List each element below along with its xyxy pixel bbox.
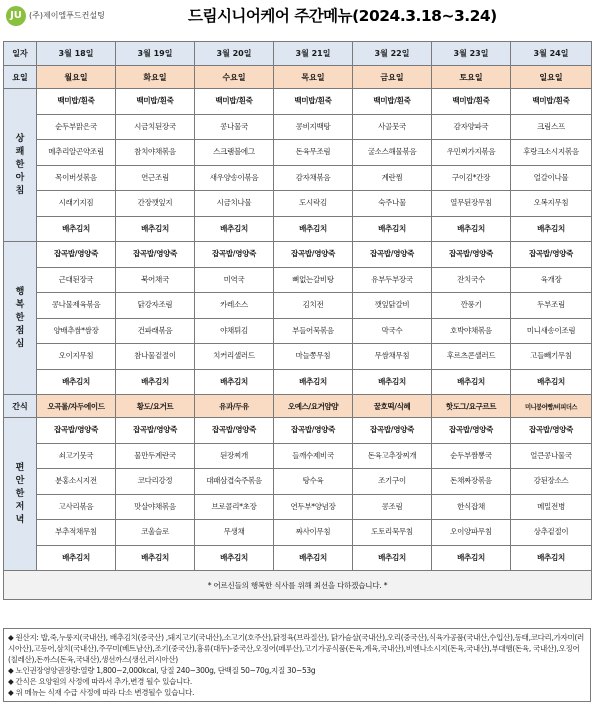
company-logo-icon: JU — [6, 6, 26, 26]
date-cell: 3월 19일 — [116, 42, 195, 66]
dinner-dish: 배추김치 — [432, 545, 511, 571]
dinner-dish: 한식잡채 — [432, 494, 511, 520]
dinner-dish: 배추김치 — [37, 545, 116, 571]
breakfast-dish: 숙주나물 — [353, 191, 432, 217]
lunch-dish: 호박야채볶음 — [432, 318, 511, 344]
notice-row — [4, 571, 592, 600]
breakfast-dish: 콩나물국 — [195, 114, 274, 140]
day-cell: 화요일 — [116, 66, 195, 89]
lunch-dish: 후르츠콘샐러드 — [432, 344, 511, 370]
dinner-dish: 부추적채무침 — [37, 520, 116, 546]
breakfast-row — [4, 89, 592, 115]
date-cell: 3월 20일 — [195, 42, 274, 66]
lunch-row — [4, 267, 592, 293]
breakfast-dish: 연근조림 — [116, 165, 195, 191]
lunch-dish: 잡곡밥/영양죽 — [432, 242, 511, 268]
breakfast-dish: 백미밥/흰죽 — [274, 89, 353, 115]
breakfast-dish: 배추김치 — [195, 216, 274, 242]
lunch-dish: 콩나물제육볶음 — [37, 293, 116, 319]
dinner-dish: 연두부*양념장 — [274, 494, 353, 520]
dinner-dish: 짜사이무침 — [274, 520, 353, 546]
breakfast-row — [4, 216, 592, 242]
dinner-dish: 맛살야채볶음 — [116, 494, 195, 520]
breakfast-dish: 후랑크소시지볶음 — [511, 140, 592, 166]
snack-cell: 미니붕어빵/비피더스 — [511, 395, 592, 418]
day-cell: 토요일 — [432, 66, 511, 89]
dinner-dish: 쇠고기뭇국 — [37, 443, 116, 469]
snack-cell: 핫도그/요구르트 — [432, 395, 511, 418]
lunch-dish: 건파래볶음 — [116, 318, 195, 344]
breakfast-dish: 얼갈이나물 — [511, 165, 592, 191]
breakfast-dish: 참치야채볶음 — [116, 140, 195, 166]
lunch-dish: 잡곡밥/영양죽 — [274, 242, 353, 268]
dinner-dish: 잡곡밥/영양죽 — [274, 418, 353, 444]
lunch-dish: 치커리샐러드 — [195, 344, 274, 370]
snack-cell: 오곡롤/자두에이드 — [37, 395, 116, 418]
lunch-dish: 배추김치 — [511, 369, 592, 395]
dinner-dish: 잡곡밥/영양죽 — [116, 418, 195, 444]
date-cell: 3월 22일 — [353, 42, 432, 66]
day-cell: 월요일 — [37, 66, 116, 89]
dinner-dish: 된장찌개 — [195, 443, 274, 469]
breakfast-dish: 배추김치 — [511, 216, 592, 242]
lunch-dish: 무쌈채무침 — [353, 344, 432, 370]
lunch-dish: 배추김치 — [116, 369, 195, 395]
breakfast-dish: 배추김치 — [37, 216, 116, 242]
date-cell: 3월 24일 — [511, 42, 592, 66]
lunch-dish: 배추김치 — [37, 369, 116, 395]
lunch-dish: 배추김치 — [195, 369, 274, 395]
breakfast-dish: 간장깻잎지 — [116, 191, 195, 217]
lunch-dish: 카레소스 — [195, 293, 274, 319]
lunch-dish: 양배추쌈*쌈장 — [37, 318, 116, 344]
dinner-dish: 코울슬로 — [116, 520, 195, 546]
lunch-dish: 미역국 — [195, 267, 274, 293]
dinner-dish: 분홍소시지전 — [37, 469, 116, 495]
dinner-row — [4, 469, 592, 495]
lunch-dish: 유부두부장국 — [353, 267, 432, 293]
dinner-row — [4, 443, 592, 469]
dinner-dish: 잡곡밥/영양죽 — [195, 418, 274, 444]
dinner-dish: 대패삼겹숙주볶음 — [195, 469, 274, 495]
snack-label: 간식 — [4, 395, 37, 418]
snack-cell: 꿀호떡/식혜 — [353, 395, 432, 418]
dinner-dish: 배추김치 — [274, 545, 353, 571]
day-cell: 금요일 — [353, 66, 432, 89]
lunch-dish: 미니새송이조림 — [511, 318, 592, 344]
breakfast-dish: 백미밥/흰죽 — [353, 89, 432, 115]
date-cell: 3월 18일 — [37, 42, 116, 66]
page-title: 드림시니어케어 주간메뉴(2024.3.18~3.24) — [188, 7, 497, 25]
breakfast-dish: 새우양송이볶음 — [195, 165, 274, 191]
snack-row — [4, 395, 592, 418]
date-cell: 3월 23일 — [432, 42, 511, 66]
breakfast-dish: 굴소스해물볶음 — [353, 140, 432, 166]
breakfast-dish: 구이김*간장 — [432, 165, 511, 191]
breakfast-dish: 배추김치 — [432, 216, 511, 242]
menu-change-note: ◆ 위 메뉴는 식재 수급 사정에 따라 다소 변경될수 있습니다. — [8, 688, 195, 697]
day-cell: 일요일 — [511, 66, 592, 89]
nutrition-text: ◆ 노인권장영양권장량:열량 1,800~2,000kcal, 당질 240~300g, 단백질 50~70g,지질 30~53g — [8, 666, 316, 675]
snack-cell: 오예스/요거얌얌 — [274, 395, 353, 418]
info-footer — [3, 628, 591, 702]
notice-text: * 어르신들의 행복한 식사를 위해 최선을 다하겠습니다. * — [4, 571, 592, 600]
dinner-dish: 배추김치 — [353, 545, 432, 571]
lunch-dish: 육개장 — [511, 267, 592, 293]
breakfast-dish: 열무된장무침 — [432, 191, 511, 217]
weekly-menu-table — [3, 41, 592, 600]
breakfast-dish: 시금치나물 — [195, 191, 274, 217]
lunch-label: 행 복 한 점 심 — [4, 242, 37, 395]
breakfast-dish: 배추김치 — [353, 216, 432, 242]
breakfast-dish: 우민찌가지볶음 — [432, 140, 511, 166]
lunch-dish: 잔치국수 — [432, 267, 511, 293]
dinner-dish: 탕수육 — [274, 469, 353, 495]
page-header — [0, 0, 595, 32]
breakfast-row — [4, 114, 592, 140]
dinner-row — [4, 545, 592, 571]
dinner-dish: 조기구이 — [353, 469, 432, 495]
breakfast-dish: 배추김치 — [274, 216, 353, 242]
date-cell: 3월 21일 — [274, 42, 353, 66]
dinner-row — [4, 494, 592, 520]
breakfast-dish: 스크램블에그 — [195, 140, 274, 166]
dinner-dish: 배추김치 — [195, 545, 274, 571]
dinner-dish: 코다리강정 — [116, 469, 195, 495]
lunch-dish: 배추김치 — [274, 369, 353, 395]
dinner-label: 편 안 한 저 녁 — [4, 418, 37, 571]
breakfast-row — [4, 191, 592, 217]
dinner-dish: 도토리묵무침 — [353, 520, 432, 546]
breakfast-dish: 목이버섯볶음 — [37, 165, 116, 191]
breakfast-dish: 콩비지백탕 — [274, 114, 353, 140]
dinner-dish: 강된장소스 — [511, 469, 592, 495]
breakfast-dish: 백미밥/흰죽 — [195, 89, 274, 115]
breakfast-dish: 백미밥/흰죽 — [37, 89, 116, 115]
snack-cell: 유과/두유 — [195, 395, 274, 418]
breakfast-dish: 돈육무조림 — [274, 140, 353, 166]
lunch-dish: 뼈없는갈비탕 — [274, 267, 353, 293]
lunch-dish: 잡곡밥/영양죽 — [353, 242, 432, 268]
breakfast-dish: 시금치된장국 — [116, 114, 195, 140]
lunch-dish: 잡곡밥/영양죽 — [37, 242, 116, 268]
breakfast-dish: 감자양파국 — [432, 114, 511, 140]
breakfast-dish: 계란찜 — [353, 165, 432, 191]
breakfast-dish: 크림스프 — [511, 114, 592, 140]
breakfast-dish: 백미밥/흰죽 — [116, 89, 195, 115]
lunch-dish: 근대된장국 — [37, 267, 116, 293]
lunch-dish: 참나물겉절이 — [116, 344, 195, 370]
dinner-dish: 들깨수제비국 — [274, 443, 353, 469]
breakfast-row — [4, 165, 592, 191]
lunch-row — [4, 293, 592, 319]
lunch-dish: 야채튀김 — [195, 318, 274, 344]
day-cell: 목요일 — [274, 66, 353, 89]
breakfast-row — [4, 140, 592, 166]
dinner-dish: 물만두계란국 — [116, 443, 195, 469]
dinner-dish: 잡곡밥/영양죽 — [432, 418, 511, 444]
lunch-row — [4, 318, 592, 344]
lunch-dish: 고들빼기무침 — [511, 344, 592, 370]
breakfast-dish: 도시락김 — [274, 191, 353, 217]
snack-note: ◆ 간식은 요양원의 사정에 따라서 추가,변경 될수 있습니다. — [8, 677, 192, 686]
snack-cell: 황도/요거트 — [116, 395, 195, 418]
breakfast-dish: 메추리알곤약조림 — [37, 140, 116, 166]
dinner-dish: 고사리볶음 — [37, 494, 116, 520]
lunch-dish: 배추김치 — [353, 369, 432, 395]
date-label: 일자 — [4, 42, 37, 66]
dinner-dish: 잡곡밥/영양죽 — [353, 418, 432, 444]
breakfast-label: 상 쾌 한 아 침 — [4, 89, 37, 242]
dinner-dish: 오이양파무침 — [432, 520, 511, 546]
dinner-row — [4, 418, 592, 444]
breakfast-dish: 백미밥/흰죽 — [511, 89, 592, 115]
dinner-dish: 순두부짬뽕국 — [432, 443, 511, 469]
lunch-dish: 배추김치 — [432, 369, 511, 395]
dinner-dish: 콩조림 — [353, 494, 432, 520]
dinner-dish: 상추겉절이 — [511, 520, 592, 546]
lunch-dish: 두부조림 — [511, 293, 592, 319]
breakfast-dish: 시래기지짐 — [37, 191, 116, 217]
lunch-dish: 마늘쫑무침 — [274, 344, 353, 370]
breakfast-dish: 배추김치 — [116, 216, 195, 242]
lunch-dish: 막국수 — [353, 318, 432, 344]
breakfast-dish: 백미밥/흰죽 — [432, 89, 511, 115]
lunch-dish: 잡곡밥/영양죽 — [116, 242, 195, 268]
dinner-dish: 돈육고추장찌개 — [353, 443, 432, 469]
lunch-dish: 닭강자조림 — [116, 293, 195, 319]
day-label: 요일 — [4, 66, 37, 89]
lunch-dish: 잡곡밥/영양죽 — [195, 242, 274, 268]
breakfast-dish: 순두부맑은국 — [37, 114, 116, 140]
dinner-dish: 얼큰콩나물국 — [511, 443, 592, 469]
dinner-dish: 잡곡밥/영양죽 — [511, 418, 592, 444]
dinner-row — [4, 520, 592, 546]
lunch-dish: 북어채국 — [116, 267, 195, 293]
dinner-dish: 돈채짜장볶음 — [432, 469, 511, 495]
breakfast-dish: 감자채볶음 — [274, 165, 353, 191]
lunch-row — [4, 344, 592, 370]
lunch-row — [4, 242, 592, 268]
dinner-dish: 무생채 — [195, 520, 274, 546]
lunch-row — [4, 369, 592, 395]
dinner-dish: 브로콜리*초장 — [195, 494, 274, 520]
day-cell: 수요일 — [195, 66, 274, 89]
day-row — [4, 66, 592, 89]
lunch-dish: 잡곡밥/영양죽 — [511, 242, 592, 268]
dinner-dish: 잡곡밥/영양죽 — [37, 418, 116, 444]
dinner-dish: 메밀전병 — [511, 494, 592, 520]
breakfast-dish: 사골뭇국 — [353, 114, 432, 140]
date-row — [4, 42, 592, 66]
lunch-dish: 부들어묵볶음 — [274, 318, 353, 344]
dinner-dish: 배추김치 — [116, 545, 195, 571]
origin-text: ◆ 원산지: 밥,죽,누룽지(국내산), 배추김치(중국산) ,돼지고기(국내산),소고기(호주산),닭정육(브라질산), 닭가슴살(국내산),오리(중국산),식육가공품(국내산,수입산),동태,코다리,가자미(러시아산),고등어,삼치(국내산),주꾸미(베트남산),조기(중국산),흉류(대두)-중국산,오징어(페루산),고기가공식품(돈육,계육,국내산),비엔나소시지(돈육,국내산),부대햄(돈육, 국내산),오징어(칠레산),돈까스(돈육,국내산),생선까스(생선,러시아산) — [8, 633, 584, 664]
lunch-dish: 깐풍기 — [432, 293, 511, 319]
company-name: (주)제이엘푸드컨설팅 — [29, 11, 105, 20]
lunch-dish: 깻잎닭갈비 — [353, 293, 432, 319]
lunch-dish: 김치전 — [274, 293, 353, 319]
dinner-dish: 배추김치 — [511, 545, 592, 571]
breakfast-dish: 오복지무침 — [511, 191, 592, 217]
lunch-dish: 오이지무침 — [37, 344, 116, 370]
